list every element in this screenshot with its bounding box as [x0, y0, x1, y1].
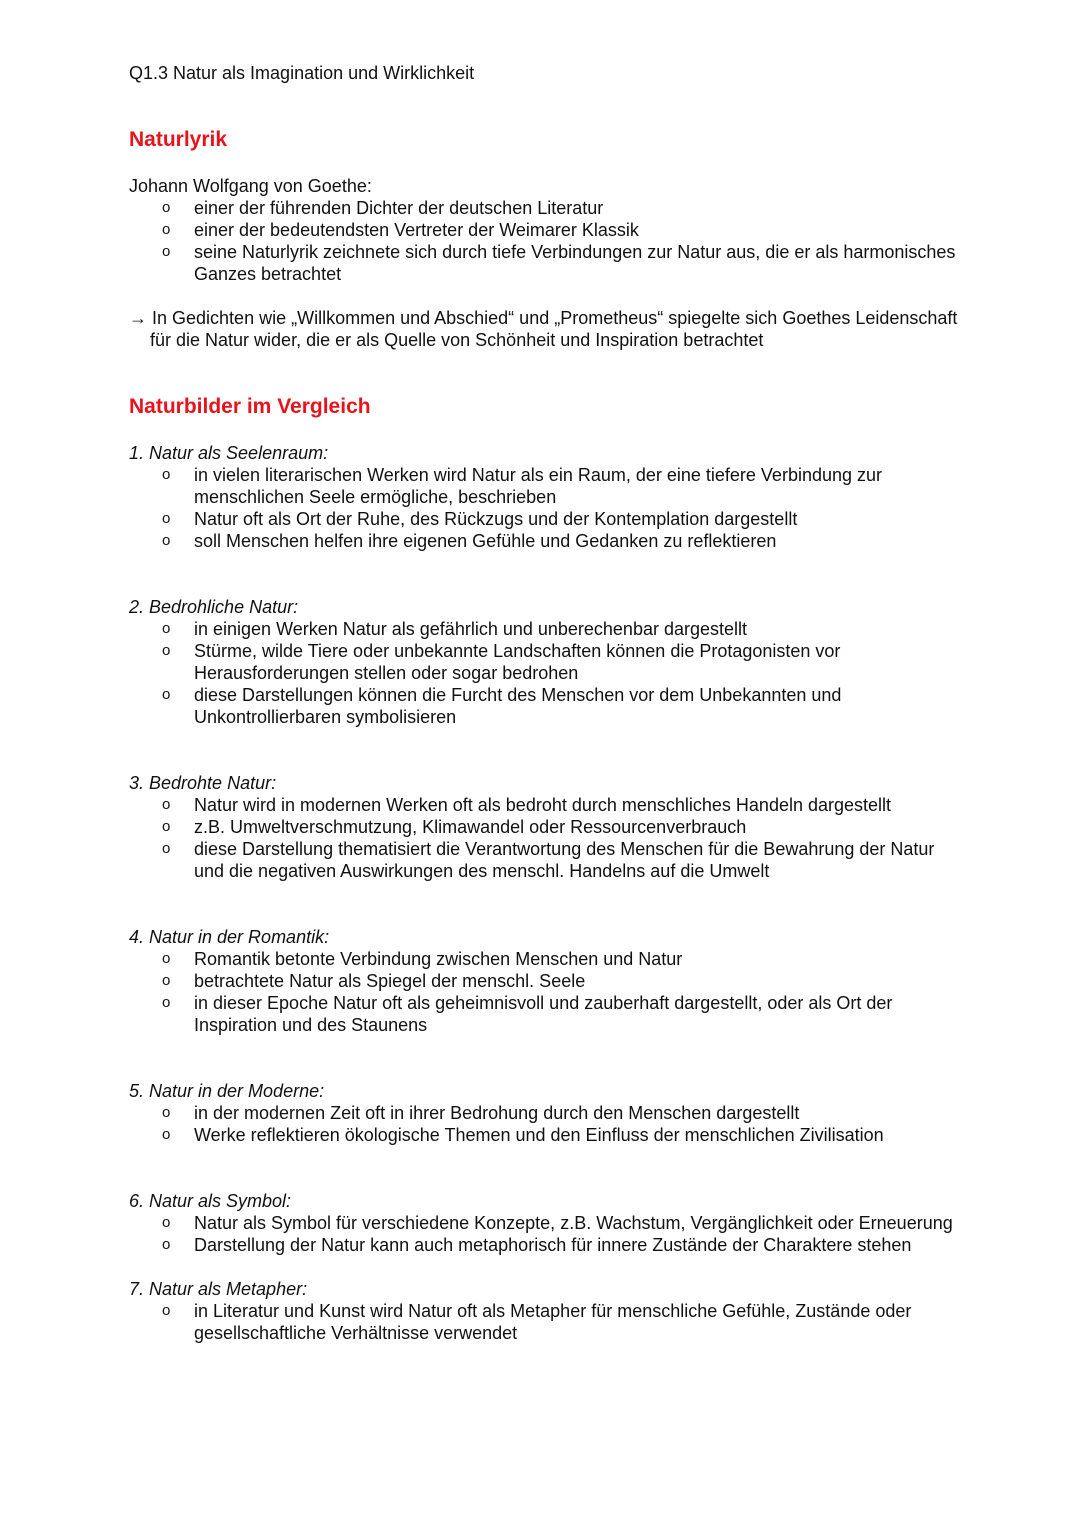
comparison-group-romantik	[129, 926, 959, 1036]
group-title: 6. Natur als Symbol:	[129, 1191, 292, 1211]
list-item: o diese Darstellung thematisiert die Verantwortung des Menschen für die Bewahrung der Natur und die negativen Auswirkungen des menschl. Handelns auf die Umwelt	[162, 839, 935, 881]
circle-bullet-icon: o	[162, 1126, 171, 1143]
circle-bullet-icon: o	[162, 1236, 171, 1253]
circle-bullet-icon: o	[162, 466, 171, 483]
list-item: o in Literatur und Kunst wird Natur oft als Metapher für menschliche Gefühle, Zustände oder gesellschaftliche Verhältnisse verwendet	[162, 1301, 912, 1343]
group-title: 2. Bedrohliche Natur:	[129, 597, 299, 617]
list-item: o in vielen literarischen Werken wird Natur als ein Raum, der eine tiefere Verbindung zur menschlichen Seele ermögliche, beschrieben	[162, 465, 883, 507]
circle-bullet-icon: o	[162, 510, 171, 527]
circle-bullet-icon: o	[162, 840, 171, 857]
document-title: Q1.3 Natur als Imagination und Wirklichkeit	[129, 63, 475, 83]
group-bullet-list	[129, 618, 959, 728]
list-item: o seine Naturlyrik zeichnete sich durch tiefe Verbindungen zur Natur aus, die er als harmonisches Ganzes betrachtet	[162, 242, 956, 284]
group-bullet-list	[129, 948, 959, 1036]
circle-bullet-icon: o	[162, 1302, 171, 1319]
circle-bullet-icon: o	[162, 1214, 171, 1231]
circle-bullet-icon: o	[162, 972, 171, 989]
list-item: o in dieser Epoche Natur oft als geheimnisvoll und zauberhaft dargestellt, oder als Ort der Inspiration und des Staunens	[162, 993, 893, 1035]
list-item: o z.B. Umweltverschmutzung, Klimawandel oder Ressourcenverbrauch	[162, 817, 747, 837]
circle-bullet-icon: o	[162, 532, 171, 549]
group-title: 7. Natur als Metapher:	[129, 1279, 308, 1299]
circle-bullet-icon: o	[162, 199, 171, 216]
list-item: o soll Menschen helfen ihre eigenen Gefühle und Gedanken zu reflektieren	[162, 531, 777, 551]
circle-bullet-icon: o	[162, 221, 171, 238]
group-bullet-list	[129, 464, 959, 552]
list-item: o Werke reflektieren ökologische Themen und den Einfluss der menschlichen Zivilisation	[162, 1125, 884, 1145]
circle-bullet-icon: o	[162, 994, 171, 1011]
list-item: o Darstellung der Natur kann auch metaphorisch für innere Zustände der Charaktere stehen	[162, 1235, 912, 1255]
circle-bullet-icon: o	[162, 243, 171, 260]
list-item: o in der modernen Zeit oft in ihrer Bedrohung durch den Menschen dargestellt	[162, 1103, 800, 1123]
comparison-group-bedrohliche-natur	[129, 596, 959, 728]
list-item: o Romantik betonte Verbindung zwischen Menschen und Natur	[162, 949, 683, 969]
list-item: o Natur oft als Ort der Ruhe, des Rückzugs und der Kontemplation dargestellt	[162, 509, 798, 529]
comparison-group-symbol	[129, 1190, 959, 1256]
group-title: 4. Natur in der Romantik:	[129, 927, 330, 947]
group-bullet-list	[129, 1102, 959, 1146]
section-heading-vergleich: Naturbilder im Vergleich	[129, 395, 371, 418]
list-item: o einer der bedeutendsten Vertreter der Weimarer Klassik	[162, 220, 639, 240]
group-title: 3. Bedrohte Natur:	[129, 773, 277, 793]
group-bullet-list	[129, 1300, 959, 1344]
circle-bullet-icon: o	[162, 620, 171, 637]
circle-bullet-icon: o	[162, 686, 171, 703]
document-page	[129, 62, 959, 1344]
list-item: o in einigen Werken Natur als gefährlich und unberechenbar dargestellt	[162, 619, 748, 639]
circle-bullet-icon: o	[162, 642, 171, 659]
circle-bullet-icon: o	[162, 818, 171, 835]
comparison-group-metapher	[129, 1278, 959, 1344]
list-item: o Natur wird in modernen Werken oft als bedroht durch menschliches Handeln dargestellt	[162, 795, 892, 815]
list-item: o Stürme, wilde Tiere oder unbekannte Landschaften können die Protagonisten vor Herausforderungen stellen oder sogar bedrohen	[162, 641, 841, 683]
list-item: o diese Darstellungen können die Furcht des Menschen vor dem Unbekannten und Unkontrollierbaren symbolisieren	[162, 685, 842, 727]
group-bullet-list	[129, 794, 959, 882]
group-title: 1. Natur als Seelenraum:	[129, 443, 329, 463]
list-item: o einer der führenden Dichter der deutschen Literatur	[162, 198, 604, 218]
group-title: 5. Natur in der Moderne:	[129, 1081, 325, 1101]
circle-bullet-icon: o	[162, 1104, 171, 1121]
circle-bullet-icon: o	[162, 950, 171, 967]
comparison-group-bedrohte-natur	[129, 772, 959, 882]
comparison-group-moderne	[129, 1080, 959, 1146]
comparison-group-seelenraum	[129, 442, 959, 552]
list-item: o Natur als Symbol für verschiedene Konzepte, z.B. Wachstum, Vergänglichkeit oder Erneuerung	[162, 1213, 953, 1233]
section-heading-naturlyrik: Naturlyrik	[129, 128, 228, 151]
arrow-note: → In Gedichten wie „Willkommen und Abschied“ und „Prometheus“ spiegelte sich Goethes Leidenschaft für die Natur wider, die er als Quelle von Schönheit und Inspiration betrachtet	[129, 308, 958, 350]
list-item: o betrachtete Natur als Spiegel der menschl. Seele	[162, 971, 586, 991]
arrow-right-icon: →	[129, 308, 147, 328]
circle-bullet-icon: o	[162, 796, 171, 813]
author-label: Johann Wolfgang von Goethe:	[129, 176, 372, 196]
group-bullet-list	[129, 1212, 959, 1256]
goethe-bullet-list	[129, 197, 959, 285]
